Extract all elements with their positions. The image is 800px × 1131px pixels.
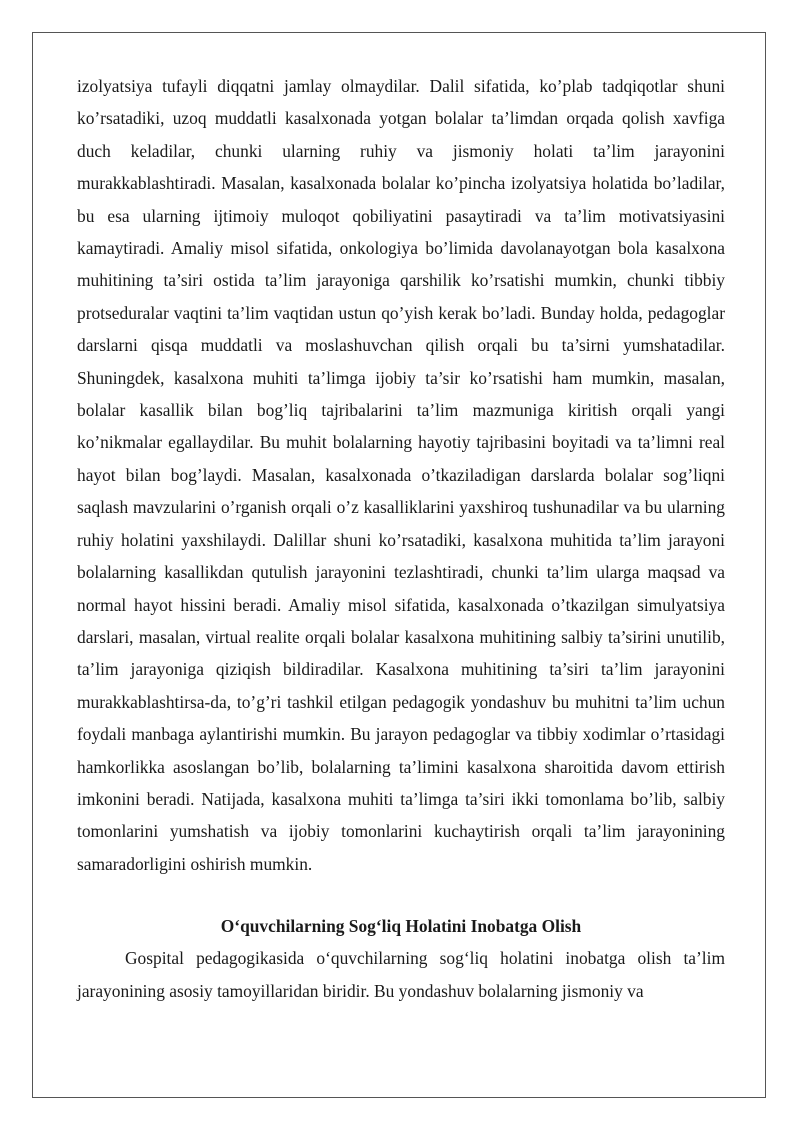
section-heading: O‘quvchilarning Sog‘liq Holatini Inobatga Olish (220, 916, 582, 937)
document-body (77, 70, 725, 1007)
body-paragraph: izolyatsiya tufayli diqqatni jamlay olmaydilar. Dalil sifatida, ko’plab tadqiqotlar shuni ko’rsatadiki, uzoq muddatli kasalxonada yotgan bolalar ta’limdan orqada qolish xavfiga duch keladilar, chunki ularning ruhiy va jismoniy holati ta’lim jarayonini murakkablashtiradi. Masalan, kasalxonada bolalar ko’pincha izolyatsiya holatida bo’ladilar, bu esa ularning ijtimoiy muloqot qobiliyatini pasaytiradi va ta’lim motivatsiyasini kamaytiradi. Amaliy misol sifatida, onkologiya bo’limida davolanayotgan bola kasalxona muhitining ta’siri ostida ta’lim jarayoniga qarshilik ko’rsatishi mumkin, chunki tibbiy protseduralar vaqtini ta’lim vaqtidan ustun qo’yish kerak bo’ladi. Bunday holda, pedagoglar darslarni qisqa muddatli va moslashuvchan qilish orqali bu ta’sirni yumshatadilar. Shuningdek, kasalxona muhiti ta’limga ijobiy ta’sir ko’rsatishi ham mumkin, masalan, bolalar kasallik bilan bog’liq tajribalarini ta’lim mazmuniga kiritish orqali yangi ko’nikmalar egallaydilar. Bu muhit bolalarning hayotiy tajribasini boyitadi va ta’limni real hayot bilan bog’laydi. Masalan, kasalxonada o’tkaziladigan darslarda bolalar sog’liqni saqlash mavzularini o’rganish orqali o’z kasalliklarini yaxshiroq tushunadilar va bu ularning ruhiy holatini yaxshilaydi. Dalillar shuni ko’rsatadiki, kasalxona muhitida ta’lim jarayoni bolalarning kasallikdan qutulish jarayonini tezlashtiradi, chunki ta’lim ularga maqsad va normal hayot hissini beradi. Amaliy misol sifatida, kasalxonada o’tkazilgan simulyatsiya darslari, masalan, virtual realite orqali bolalar kasalxona muhitining salbiy ta’sirini unutilib, ta’lim jarayoniga qiziqish bildiradilar. Kasalxona muhitining ta’siri ta’lim jarayonini murakkablashtirsa-da, to’g’ri tashkil etilgan pedagogik yondashuv bu muhitni ta’lim uchun foydali manbaga aylantirishi mumkin. Bu jarayon pedagoglar va tibbiy xodimlar o’rtasidagi hamkorlikka asoslangan bo’lib, bolalarning ta’limini kasalxona sharoitida davom ettirish imkonini beradi. Natijada, kasalxona muhiti ta’limga ta’siri ikki tomonlama bo’lib, salbiy tomonlarini yumshatish va ijobiy tomonlarini kuchaytirish orqali ta’lim jarayonining samaradorligini oshirish mumkin. (77, 76, 725, 874)
body-paragraph: Gospital pedagogikasida o‘quvchilarning sog‘liq holatini inobatga olish ta’lim jarayonining asosiy tamoyillaridan biridir. Bu yondashuv bolalarning jismoniy va (77, 948, 725, 1001)
